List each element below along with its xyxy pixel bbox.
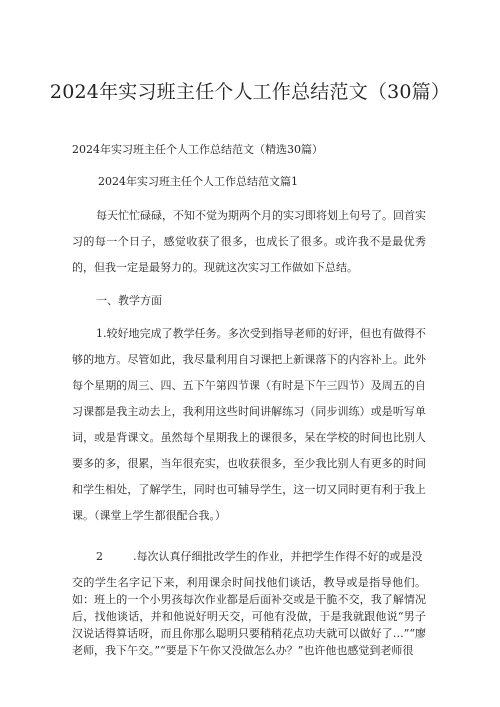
intro-text: 每天忙忙碌碌，不知不觉为期两个月的实习即将划上句号了。回首实习的每一个日子，感觉收获了很多，也成长了很多。或许我不是最优秀的，但我一定是最努力的。现就这次实习工作做如下总结。 (72, 209, 426, 274)
item-1-text: .较好地完成了教学任务。多次受到指导老师的好评，但也有做得不够的地方。尽管如此，我尽量利用自习课把上新课落下的内容补上。此外每个星期的周三、四、五下午第四节课（有时是下午三四节）及周五的自习课都是我主动去上，我利用这些时间讲解练习（同步训练）或是听写单词，或是背课文。虽然每个星期我上的课很多，呆在学校的时间也比别人要多的多，很累，当年很充实，也收获很多，至少我比别人有更多的时间和学生相处，了解学生，同时也可辅导学生，这一切又同时更有利于我上课。（课堂上学生都很配合我。） (72, 327, 426, 522)
heading-teaching: 一、教学方面 (96, 294, 162, 307)
item-2-lead-paragraph (72, 544, 426, 570)
item-2-paragraph (72, 574, 426, 659)
item-1-number: 1 (96, 327, 103, 340)
item-2-number: 2 (96, 550, 103, 563)
item-2-lead: .每次认真仔细批改学生的作业，并把学生作得不好的或是没 (133, 550, 423, 563)
document-subtitle: 2024年实习班主任个人工作总结范文（精选30篇） (72, 143, 323, 156)
intro-paragraph (72, 203, 426, 281)
section-title: 2024年实习班主任个人工作总结范文篇1 (98, 175, 298, 188)
item-2-text: 交的学生名字记下来，利用课余时间找他们谈话，教导或是指导他们。如：班上的一个小男孩每次作业都是后面补交或是干脆不交，我了解情况后，找他谈话，并和他说好明天交，可他有没做，于是我就跟他说“男子汉说话得算话呀，而且你那么聪明只要稍稍花点功夫就可以做好了…”“廖老师，我下午交。”“要是下午你又没做怎么办？”也许他也感觉到老师很 (72, 576, 426, 657)
item-1-paragraph (72, 321, 426, 529)
document-title: 2024年实习班主任个人工作总结范文（30篇） (49, 81, 451, 103)
